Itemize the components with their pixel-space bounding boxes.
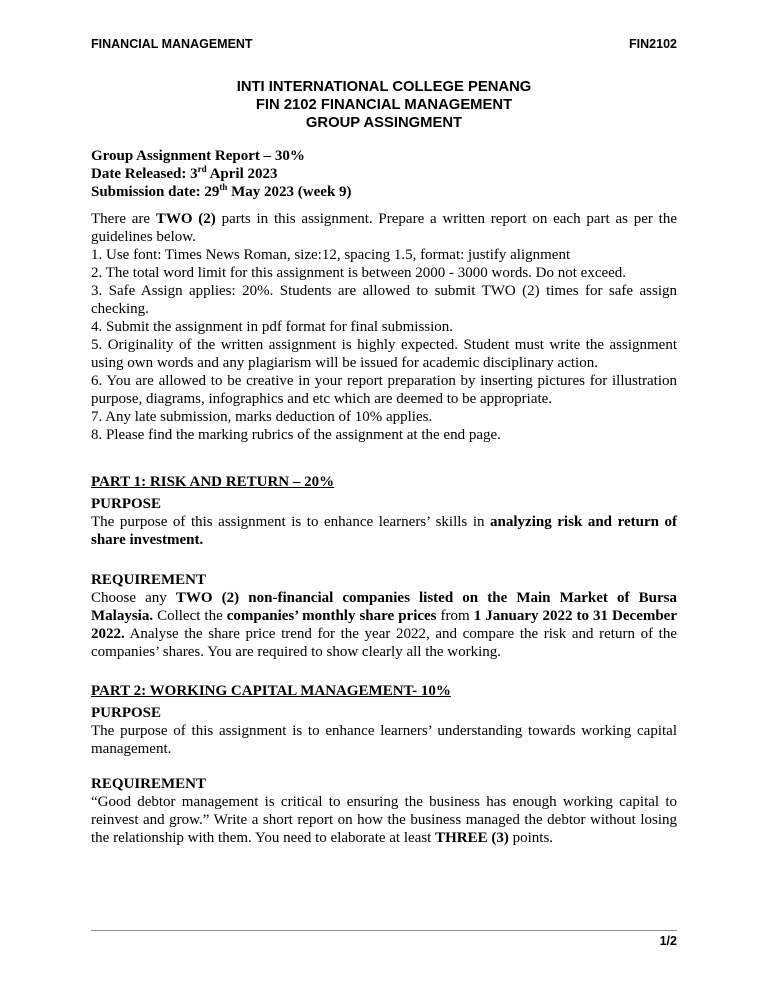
- guideline-item-5: 5. Originality of the written assignment is highly expected. Student must write the assignment using own words and any plagiarism will be issued for academic disciplinary action.: [91, 337, 677, 371]
- header-course-code: FIN2102: [629, 37, 677, 51]
- guideline-item-8: 8. Please find the marking rubrics of the assignment at the end page.: [91, 427, 501, 443]
- part2-heading: PART 2: WORKING CAPITAL MANAGEMENT- 10%: [91, 683, 451, 699]
- guideline-item-1: 1. Use font: Times News Roman, size:12, spacing 1.5, format: justify alignment: [91, 247, 571, 263]
- guidelines-list: [91, 246, 677, 444]
- guideline-item-4: 4. Submit the assignment in pdf format for final submission.: [91, 319, 454, 335]
- part1-requirement-label: REQUIREMENT: [91, 572, 207, 588]
- part2-purpose-text: The purpose of this assignment is to enhance learners’ understanding towards working capital management.: [91, 723, 677, 757]
- assignment-meta: [91, 147, 677, 201]
- part1-heading: PART 1: RISK AND RETURN – 20%: [91, 474, 335, 490]
- intro-paragraph: There are TWO (2) parts in this assignment. Prepare a written report on each part as per the guidelines below.: [91, 211, 677, 245]
- guideline-item-2: 2. The total word limit for this assignment is between 2000 - 3000 words. Do not exceed.: [91, 265, 627, 281]
- guideline-item-6: 6. You are allowed to be creative in your report preparation by inserting pictures for illustration purpose, diagrams, infographics and etc which are deemed to be appropriate.: [91, 373, 677, 407]
- page-header: [91, 36, 677, 52]
- title-line-assignment: GROUP ASSINGMENT: [305, 115, 463, 131]
- part2-requirement-text: “Good debtor management is critical to ensuring the business has enough working capital to reinvest and grow.” Write a short report on how the business managed the debtor without losing the relationship with them. You need to elaborate at least THREE (3) points.: [91, 794, 677, 846]
- guideline-item-7: 7. Any late submission, marks deduction of 10% applies.: [91, 409, 433, 425]
- part1-requirement-text: Choose any TWO (2) non-financial companies listed on the Main Market of Bursa Malaysia. Collect the companies’ monthly share prices from 1 January 2022 to 31 December 2022. Analyse the share price trend for the year 2022, and compare the risk and return of the companies’ shares. You are required to show clearly all the working.: [91, 590, 677, 660]
- part2-purpose-label: PURPOSE: [91, 705, 162, 721]
- part2-requirement-label: REQUIREMENT: [91, 776, 207, 792]
- meta-date-released: Date Released: 3rd April 2023: [91, 164, 278, 182]
- document-title: [91, 78, 677, 132]
- page-footer: [91, 930, 677, 948]
- meta-submission-date: Submission date: 29th May 2023 (week 9): [91, 182, 352, 200]
- header-course-title: FINANCIAL MANAGEMENT: [91, 37, 253, 51]
- part1-purpose-text: The purpose of this assignment is to enhance learners’ skills in analyzing risk and return of share investment.: [91, 514, 677, 548]
- part1-purpose-label: PURPOSE: [91, 496, 162, 512]
- title-line-college: INTI INTERNATIONAL COLLEGE PENANG: [236, 79, 532, 95]
- title-line-course: FIN 2102 FINANCIAL MANAGEMENT: [255, 97, 513, 113]
- meta-report-weight: Group Assignment Report – 30%: [91, 148, 305, 164]
- guideline-item-3: 3. Safe Assign applies: 20%. Students are allowed to submit TWO (2) times for safe assign checking.: [91, 283, 677, 317]
- page-number: 1/2: [659, 934, 677, 948]
